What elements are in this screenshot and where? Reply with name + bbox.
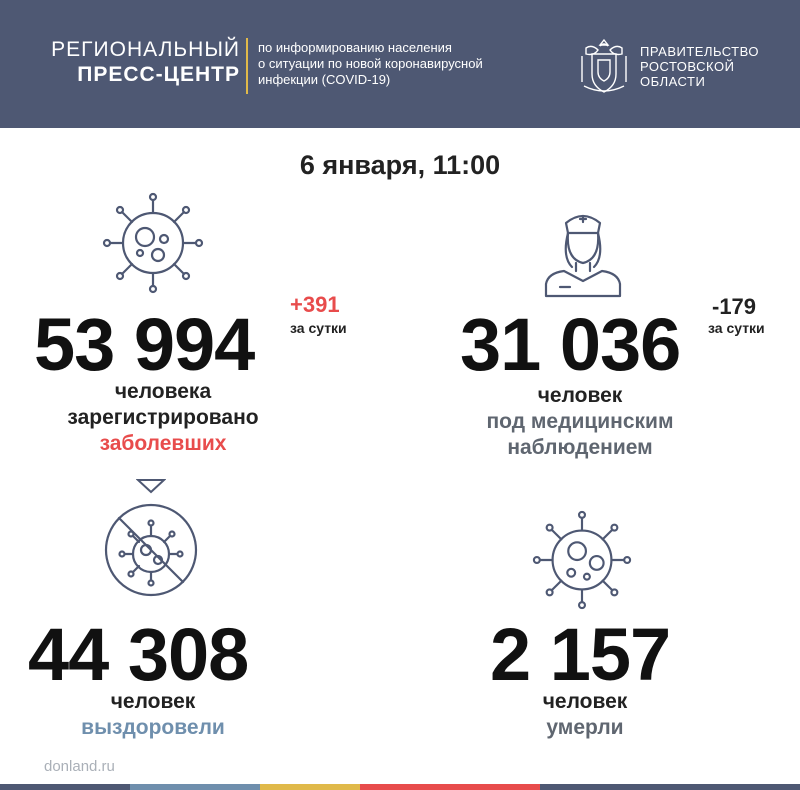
recovered-caption-line1: человек [110, 690, 196, 713]
recovered-count: 44 308 [28, 613, 249, 696]
footer-bar-segment [260, 784, 360, 790]
coat-of-arms-icon [578, 36, 630, 98]
died-caption-line1: человек [542, 690, 628, 713]
died-count: 2 157 [490, 613, 671, 696]
brand-divider [246, 38, 248, 94]
infected-delta: +391 [290, 292, 340, 317]
header-desc-line3: инфекции (COVID-19) [258, 72, 391, 87]
observation-caption-line2: под медицинским [486, 410, 674, 433]
infected-caption-line2: зарегистрировано [67, 406, 259, 429]
died-caption-line2: умерли [546, 716, 624, 739]
infected-caption-line3: заболевших [99, 432, 227, 455]
footer-bar-segment [0, 784, 130, 790]
down-triangle-icon [136, 478, 166, 494]
observation-delta: -179 [712, 294, 757, 319]
report-date: 6 января, 11:00 [299, 150, 501, 180]
nurse-icon [538, 203, 628, 298]
infected-caption-line1: человека [114, 380, 212, 403]
brand-title-line2: ПРЕСС-ЦЕНТР [77, 63, 240, 86]
footer-bar-segment [360, 784, 540, 790]
footer-color-bar [0, 784, 800, 790]
virus-icon [530, 508, 634, 612]
observation-caption-line3: наблюдением [507, 436, 653, 459]
gov-line3: ОБЛАСТИ [640, 74, 706, 89]
header-banner [0, 0, 800, 128]
gov-line1: ПРАВИТЕЛЬСТВО [640, 44, 759, 59]
gov-line2: РОСТОВСКОЙ [640, 59, 735, 74]
header-desc-line1: по информированию населения [258, 40, 452, 55]
infected-count: 53 994 [34, 303, 255, 386]
footer-bar-segment [540, 784, 800, 790]
infected-delta-label: за сутки [290, 320, 347, 336]
header-description [258, 40, 483, 88]
government-name [640, 44, 759, 89]
header-desc-line2: о ситуации по новой коронавирусной [258, 56, 483, 71]
observation-caption-line1: человек [537, 384, 623, 407]
observation-delta-label: за сутки [708, 320, 765, 336]
brand-title-line1: РЕГИОНАЛЬНЫЙ [51, 38, 240, 61]
footer-bar-segment [130, 784, 260, 790]
observation-count: 31 036 [460, 303, 681, 386]
virus-icon [100, 190, 206, 296]
crossed-virus-icon [103, 502, 199, 598]
recovered-caption-line2: выздоровели [81, 716, 225, 739]
site-url: donland.ru [44, 758, 115, 775]
